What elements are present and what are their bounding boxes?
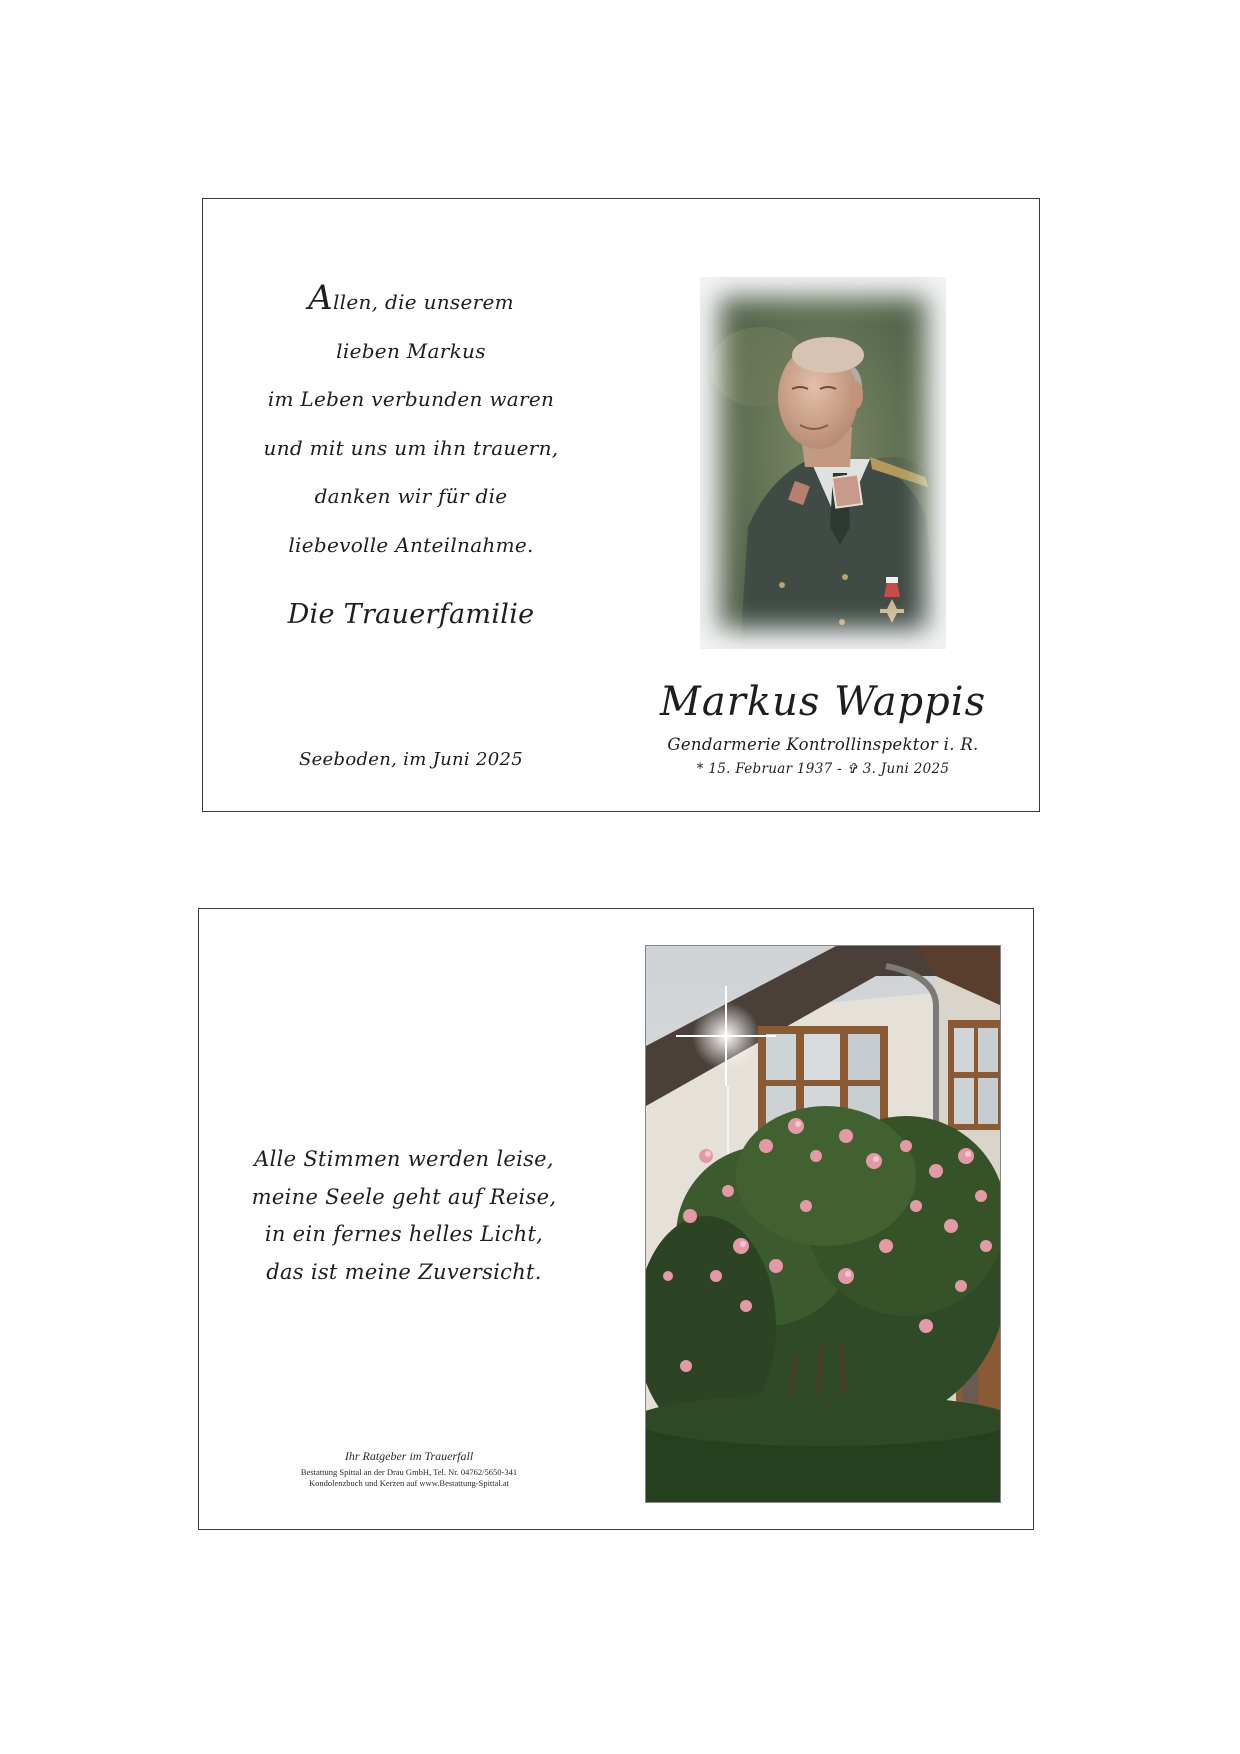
rose-house-photo (645, 945, 1001, 1503)
undertaker-company: Bestattung Spittal an der Drau GmbH, Tel. Nr. 04762/5650-341 (300, 1467, 518, 1477)
thank-you-line: danken wir für die (314, 484, 508, 508)
poem-line: Alle Stimmen werden leise, (254, 1147, 554, 1171)
undertaker-condolence: Kondolenzbuch und Kerzen auf www.Bestattung-Spittal.at (308, 1478, 510, 1488)
poem-line: das ist meine Zuversicht. (266, 1259, 542, 1284)
poem-line: meine Seele geht auf Reise, (251, 1184, 557, 1209)
family-signature: Die Trauerfamilie (287, 599, 535, 630)
undertaker-tagline: Ihr Ratgeber im Trauerfall (344, 1449, 474, 1463)
thank-you-line: Allen, die unserem (308, 278, 514, 318)
thank-you-line: im Leben verbunden waren (267, 387, 555, 411)
undertaker-info (259, 1449, 559, 1489)
memorial-poem (219, 1141, 589, 1291)
thank-you-card (202, 198, 1040, 812)
thank-you-verse (231, 274, 591, 569)
memorial-card-back (198, 908, 1034, 1530)
thank-you-line: liebevolle Anteilnahme. (288, 532, 534, 557)
place-date: Seeboden, im Juni 2025 (298, 749, 524, 770)
deceased-name: Markus Wappis (659, 679, 987, 725)
poem-line: in ein fernes helles Licht, (264, 1222, 544, 1246)
deceased-title: Gendarmerie Kontrollinspektor i. R. (667, 735, 979, 754)
portrait-photo (700, 277, 946, 649)
thank-you-line: und mit uns um ihn trauern, (263, 435, 559, 460)
thank-you-line: lieben Markus (336, 338, 486, 363)
deceased-dates: * 15. Februar 1937 - ✞ 3. Juni 2025 (696, 761, 950, 777)
